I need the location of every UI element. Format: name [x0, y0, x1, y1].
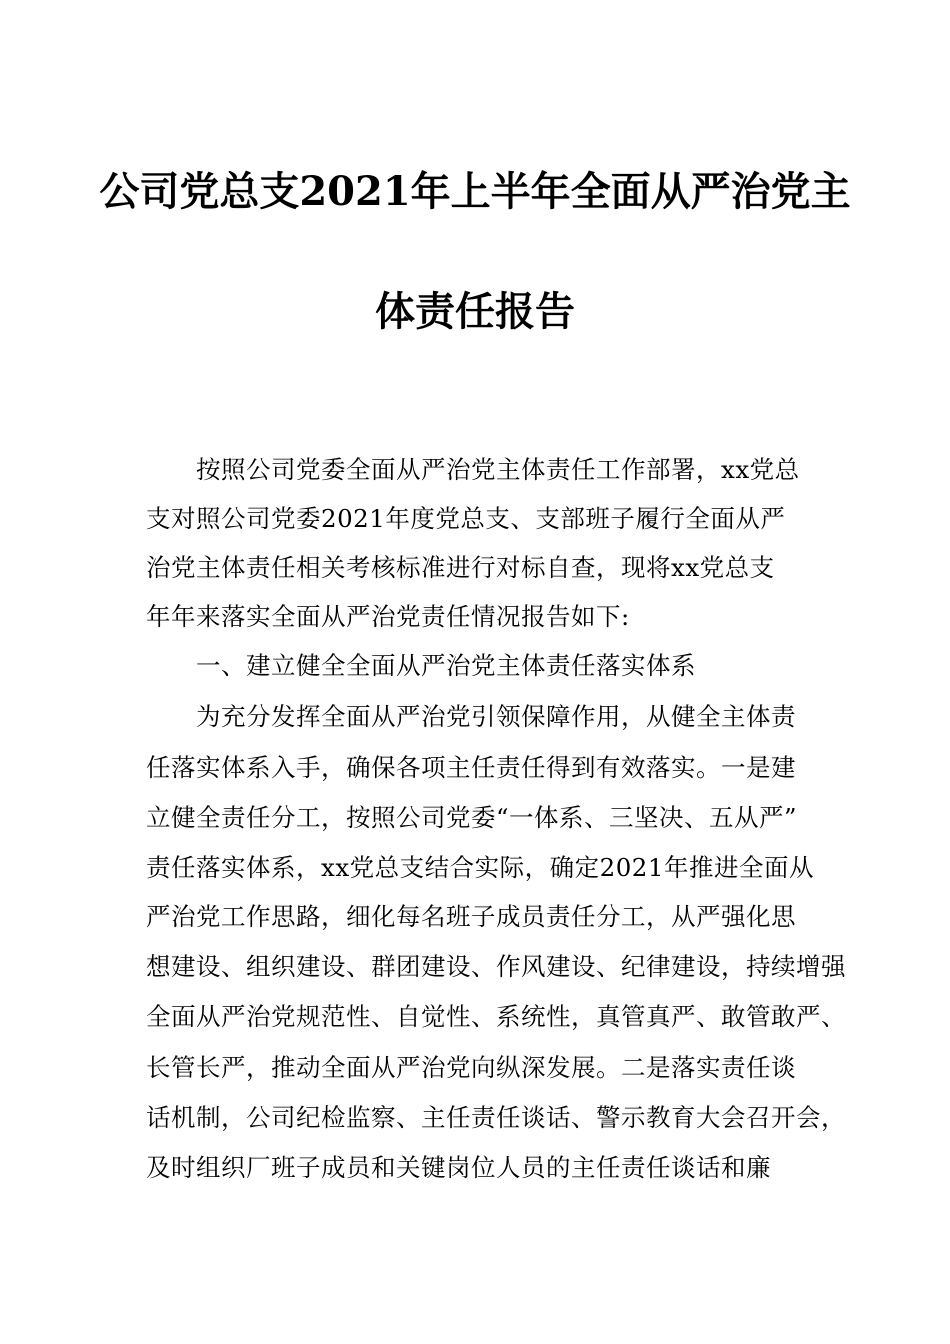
paragraph-1-line-1: 按照公司党委全面从严治党主体责任工作部署，xx党总 — [196, 455, 800, 484]
paragraph-2-line-3: 立健全责任分工，按照公司党委“一体系、三坚决、五从严” — [146, 803, 798, 832]
paragraph-2-line-7: 全面从严治党规范性、自觉性、系统性，真管真严、敢管敢严、 — [146, 1002, 846, 1031]
paragraph-2-line-4: 责任落实体系，xx党总支结合实际，确定2021年推进全面从 — [146, 853, 814, 882]
paragraph-2-line-1: 为充分发挥全面从严治党引领保障作用，从健全主体责 — [196, 702, 796, 731]
paragraph-2-line-8: 长管长严，推动全面从严治党向纵深发展。二是落实责任谈 — [146, 1053, 796, 1082]
paragraph-2-line-10: 及时组织厂班子成员和关键岗位人员的主任责任谈话和廉 — [146, 1153, 771, 1182]
paragraph-1-line-3: 治党主体责任相关考核标准进行对标自查，现将xx党总支 — [146, 553, 775, 582]
paragraph-2-line-2: 任落实体系入手，确保各项主任责任得到有效落实。一是建 — [146, 753, 796, 782]
paragraph-2-line-6: 想建设、组织建设、群团建设、作风建设、纪律建设，持续增强 — [146, 952, 846, 981]
paragraph-1-line-2: 支对照公司党委2021年度党总支、支部班子履行全面从严 — [146, 504, 786, 533]
paragraph-1-line-4: 年年来落实全面从严治党责任情况报告如下: — [146, 602, 630, 631]
document-title-line-1: 公司党总支2021年上半年全面从严治党主 — [99, 168, 851, 215]
section-heading-1: 一、建立健全全面从严治党主体责任落实体系 — [196, 651, 696, 680]
paragraph-2-line-9: 话机制，公司纪检监察、主任责任谈话、警示教育大会召开会， — [146, 1103, 846, 1132]
document-title-line-2: 体责任报告 — [375, 288, 575, 335]
paragraph-2-line-5: 严治党工作思路，细化每名班子成员责任分工，从严强化思 — [146, 902, 796, 931]
